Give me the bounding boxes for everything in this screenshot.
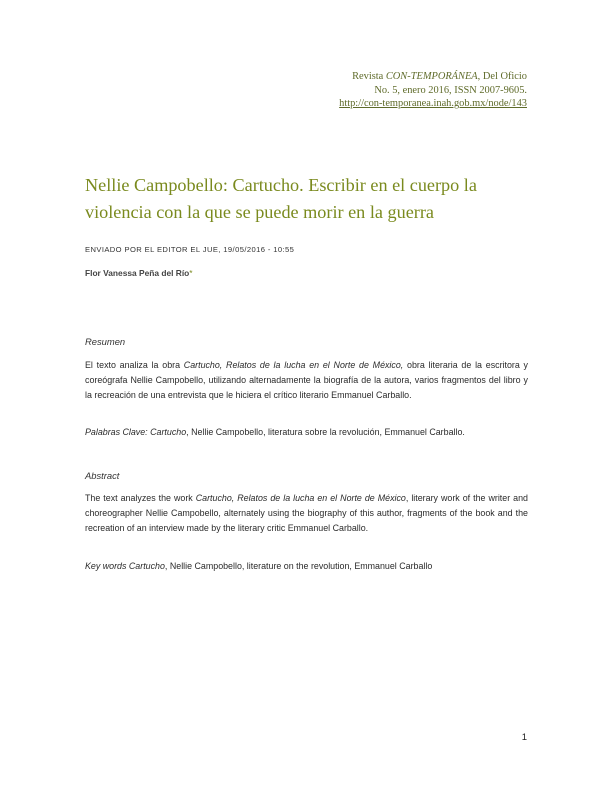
resumen-keywords-text: , Nellie Campobello, literatura sobre la revolución, Emmanuel Carballo. bbox=[186, 427, 465, 437]
article-author bbox=[85, 268, 193, 278]
author-name: Flor Vanessa Peña del Río bbox=[85, 268, 190, 278]
resumen-keywords-label: Palabras Clave: Cartucho bbox=[85, 427, 187, 437]
journal-name: CON-TEMPORÁNEA bbox=[385, 71, 478, 82]
resumen-work-title: Cartucho, Relatos de la lucha en el Norte de México, bbox=[183, 360, 404, 370]
abstract-text-end: , literary work of the writer and choreographer Nellie Campobello, alternately using the biography of this author, fragments of the book and the recreation of an interview made by the literary critic Emmanuel Carballo. bbox=[85, 493, 528, 533]
resumen-text-start: El texto analiza la obra bbox=[85, 360, 184, 370]
journal-prefix: Revista bbox=[352, 71, 386, 82]
abstract-text-start: The text analyzes the work bbox=[85, 493, 196, 503]
resumen-keywords bbox=[85, 425, 535, 440]
abstract-keywords bbox=[85, 559, 535, 574]
journal-url-link[interactable]: http://con-temporanea.inah.gob.mx/node/143 bbox=[339, 98, 527, 109]
abstract-paragraph bbox=[85, 491, 528, 536]
author-footnote-mark[interactable]: * bbox=[189, 268, 193, 278]
resumen-heading: Resumen bbox=[85, 336, 126, 347]
page-number: 1 bbox=[521, 732, 527, 743]
abstract-keywords-text: , Nellie Campobello, literature on the revolution, Emmanuel Carballo bbox=[164, 561, 433, 571]
article-title: Nellie Campobello: Cartucho. Escribir en el cuerpo la violencia con la que se puede morir en la guerra bbox=[85, 175, 477, 222]
issue-line: No. 5, enero 2016, ISSN 2007-9605. bbox=[374, 84, 527, 96]
journal-suffix: , Del Oficio bbox=[477, 71, 527, 82]
abstract-keywords-label: Key words Cartucho bbox=[85, 561, 165, 571]
abstract-work-title: Cartucho, Relatos de la lucha en el Norte de México bbox=[195, 493, 406, 503]
journal-header bbox=[339, 70, 527, 111]
abstract-heading: Abstract bbox=[85, 470, 120, 481]
journal-line bbox=[339, 70, 527, 84]
resumen-text-end: obra literaria de la escritora y coreógrafa Nellie Campobello, utilizando alternadamente la biografía de la autora, varios fragmentos del libro y la recreación de una entrevista que le hiciera el crítico literario Emmanuel Carballo. bbox=[85, 360, 528, 400]
article-meta: ENVIADO POR EL EDITOR EL JUE, 19/05/2016 - 10:55 bbox=[85, 245, 295, 254]
resumen-paragraph bbox=[85, 358, 528, 403]
